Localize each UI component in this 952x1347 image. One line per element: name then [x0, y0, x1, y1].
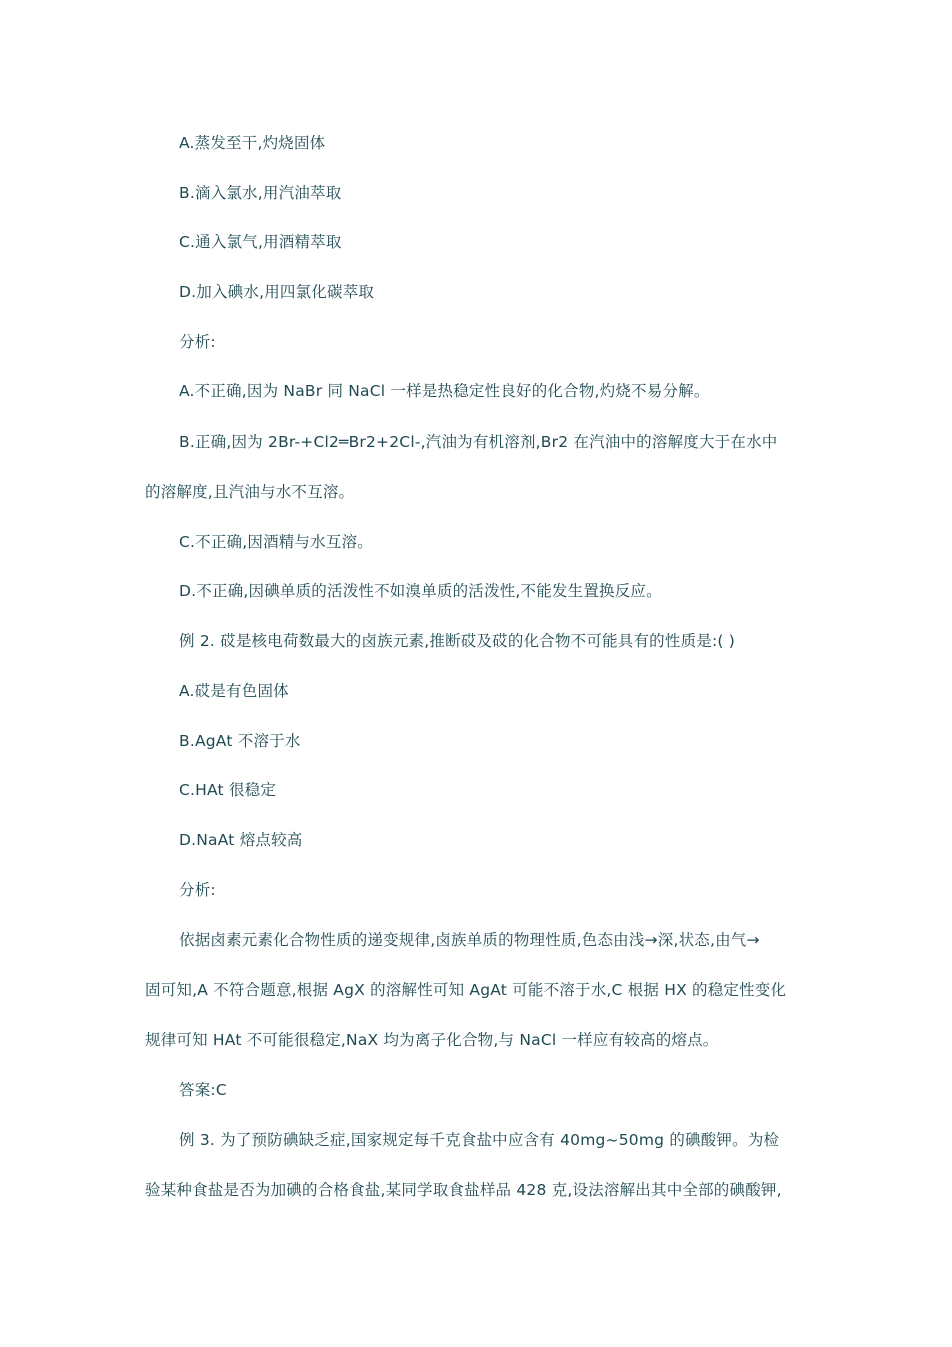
- example-2-question: 例 2. 砹是核电荷数最大的卤族元素,推断砹及砹的化合物不可能具有的性质是:( ): [179, 632, 736, 650]
- option-a-q2: A.砹是有色固体: [179, 682, 289, 700]
- analysis-b-q1-cont: 的溶解度,且汽油与水不互溶。: [145, 483, 355, 501]
- option-c-q1: C.通入氯气,用酒精萃取: [179, 233, 342, 251]
- analysis-q2-line-1: 依据卤素元素化合物性质的递变规律,卤族单质的物理性质,色态由浅→深,状态,由气→: [179, 931, 760, 949]
- answer-q2: 答案:C: [179, 1081, 227, 1099]
- option-b-q2: B.AgAt 不溶于水: [179, 732, 301, 750]
- analysis-b-q1: B.正确,因为 2Br-+Cl2═Br2+2Cl-,汽油为有机溶剂,Br2 在汽油中的溶解度大于在水中: [179, 433, 778, 451]
- option-d-q1: D.加入碘水,用四氯化碳萃取: [179, 283, 375, 301]
- analysis-q2-line-3: 规律可知 HAt 不可能很稳定,NaX 均为离子化合物,与 NaCl 一样应有较高的熔点。: [145, 1031, 719, 1049]
- analysis-heading-1: 分析:: [179, 333, 216, 351]
- analysis-q2-line-2: 固可知,A 不符合题意,根据 AgX 的溶解性可知 AgAt 可能不溶于水,C 根据 HX 的稳定性变化: [145, 981, 787, 999]
- analysis-a-q1: A.不正确,因为 NaBr 同 NaCl 一样是热稳定性良好的化合物,灼烧不易分解。: [179, 382, 710, 400]
- analysis-heading-2: 分析:: [179, 881, 216, 899]
- analysis-c-q1: C.不正确,因酒精与水互溶。: [179, 533, 373, 551]
- option-a-q1: A.蒸发至干,灼烧固体: [179, 134, 326, 152]
- option-d-q2: D.NaAt 熔点较高: [179, 831, 303, 849]
- example-3-line-2: 验某种食盐是否为加碘的合格食盐,某同学取食盐样品 428 克,设法溶解出其中全部的碘酸钾,: [145, 1181, 782, 1199]
- analysis-d-q1: D.不正确,因碘单质的活泼性不如溴单质的活泼性,不能发生置换反应。: [179, 582, 662, 600]
- option-c-q2: C.HAt 很稳定: [179, 781, 277, 799]
- option-b-q1: B.滴入氯水,用汽油萃取: [179, 184, 342, 202]
- example-3-line-1: 例 3. 为了预防碘缺乏症,国家规定每千克食盐中应含有 40mg~50mg 的碘酸钾。为检: [179, 1131, 780, 1149]
